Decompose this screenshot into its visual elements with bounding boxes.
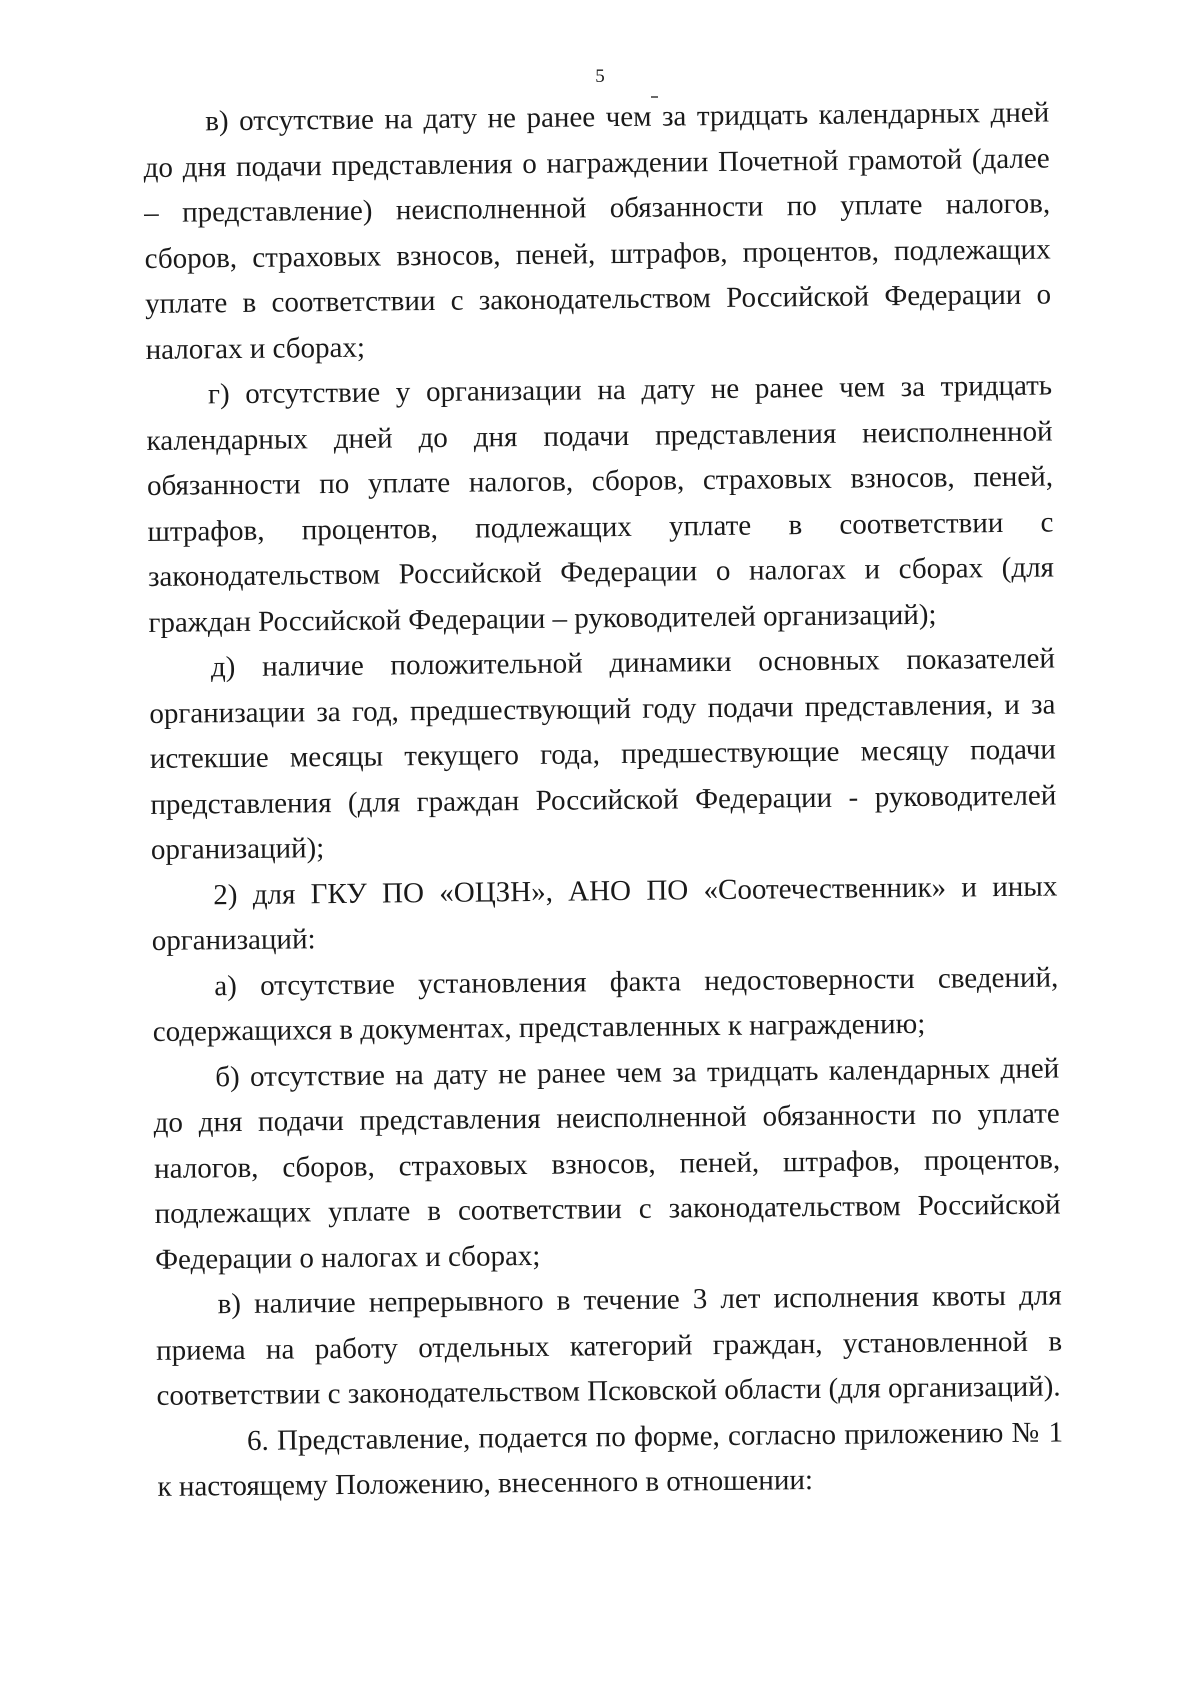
paragraph-item-6: 6. Представление, подается по форме, согласно приложению № 1 к настоящему Положению, внесенного в отношении: bbox=[157, 1415, 1064, 1503]
paragraph-subitem-v-2: в) наличие непрерывного в течение 3 лет исполнения квоты для приема на работу отдельных категорий граждан, установленной в соответствии с законодательством Псковской области (для организаций). bbox=[155, 1279, 1063, 1412]
paragraph-subitem-d-1: д) наличие положительной динамики основных показателей организации за год, предшествующий году подачи представления, и за истекшие месяцы текущего года, предшествующие месяцу подачи представления (для граждан Российской Федерации - руководителей организаций); bbox=[149, 642, 1057, 866]
paragraph-subitem-b-2: б) отсутствие на дату не ранее чем за тридцать календарных дней до дня подачи представления неисполненной обязанности по уплате налогов, сборов, страховых взносов, пеней, штрафов, процентов, подлежащих уплате в соответствии с законодательством Российской Федерации о налогах и сборах; bbox=[153, 1051, 1061, 1276]
page-number: 5 bbox=[595, 66, 605, 87]
paragraph-subitem-v-1: в) отсутствие на дату не ранее чем за тридцать календарных дней до дня подачи представления о награждении Почетной грамотой (далее – представление) неисполненной обязанности по уплате налогов, сборов, страховых взносов, пеней, штрафов, процентов, подлежащих уплате в соответствии с законодательством Российской Федерации о налогах и сборах; bbox=[143, 96, 1052, 366]
paragraph-subitem-a-2: а) отсутствие установления факта недостоверности сведений, содержащихся в документах, представленных к награждению; bbox=[152, 960, 1059, 1048]
document-body bbox=[143, 91, 1064, 1511]
paragraph-subitem-g-1: г) отсутствие у организации на дату не ранее чем за тридцать календарных дней до дня подачи представления неисполненной обязанности по уплате налогов, сборов, страховых взносов, пеней, штрафов, процентов, подлежащих уплате в соответствии с законодательством Российской Федерации о налогах и сборах (для граждан Российской Федерации – руководителей организаций); bbox=[146, 369, 1055, 639]
paragraph-item-2: 2) для ГКУ ПО «ОЦЗН», АНО ПО «Соотечественник» и иных организаций: bbox=[151, 869, 1058, 957]
